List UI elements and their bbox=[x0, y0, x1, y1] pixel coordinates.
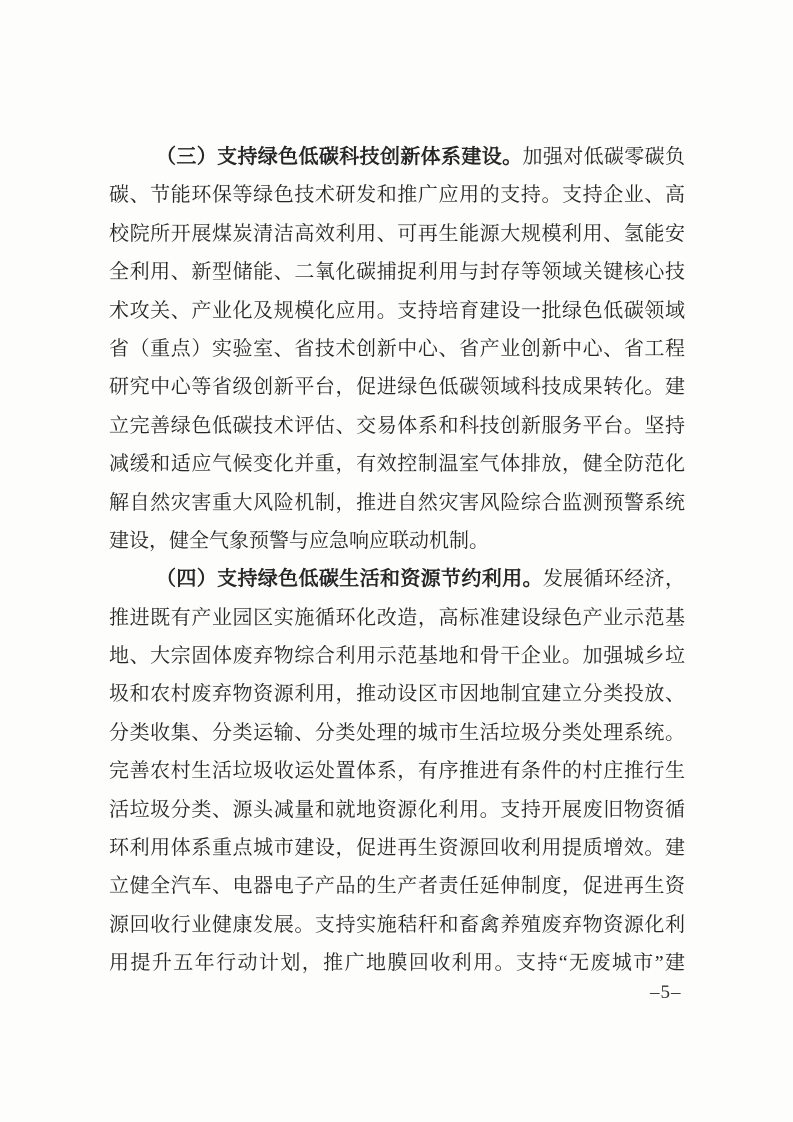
text-line bbox=[109, 675, 685, 713]
text-line bbox=[109, 368, 685, 406]
text-line bbox=[109, 560, 685, 598]
body-text: 立完善绿色低碳技术评估、交易体系和科技创新服务平台。坚持 bbox=[109, 414, 685, 437]
text-line bbox=[109, 215, 685, 253]
body-text: 立健全汽车、电器电子产品的生产者责任延伸制度，促进再生资 bbox=[109, 875, 685, 898]
body-text: 圾和农村废弃物资源利用，推动设区市因地制宜建立分类投放、 bbox=[109, 683, 685, 706]
body-text: 建设，健全气象预警与应急响应联动机制。 bbox=[109, 529, 489, 552]
text-line bbox=[109, 330, 685, 368]
paragraph-section-4 bbox=[109, 560, 685, 982]
text-line bbox=[109, 944, 685, 982]
body-text: 用提升五年行动计划，推广地膜回收利用。支持“无废城市”建 bbox=[109, 952, 685, 975]
paragraph-section-3 bbox=[109, 138, 685, 560]
text-line bbox=[109, 867, 685, 905]
text-line bbox=[109, 407, 685, 445]
section-heading-text: （三）支持绿色低碳科技创新体系建设。 bbox=[156, 146, 523, 168]
body-text: 活垃圾分类、源头减量和就地资源化利用。支持开展废旧物资循 bbox=[109, 798, 685, 821]
body-text: 减缓和适应气候变化并重，有效控制温室气体排放，健全防范化 bbox=[109, 453, 685, 476]
text-line bbox=[109, 176, 685, 214]
document-body bbox=[109, 138, 685, 983]
body-text: 研究中心等省级创新平台，促进绿色低碳领域科技成果转化。建 bbox=[109, 376, 685, 399]
body-text: 发展循环经济， bbox=[542, 568, 685, 591]
text-line bbox=[109, 292, 685, 330]
body-text: 碳、节能环保等绿色技术研发和推广应用的支持。支持企业、高 bbox=[109, 184, 685, 207]
text-line bbox=[109, 791, 685, 829]
text-line bbox=[109, 829, 685, 867]
section-heading-text: （四）支持绿色低碳生活和资源节约利用。 bbox=[156, 568, 543, 591]
text-line bbox=[109, 138, 685, 176]
body-text: 地、大宗固体废弃物综合利用示范基地和骨干企业。加强城乡垃 bbox=[109, 645, 685, 668]
body-text: 全利用、新型储能、二氧化碳捕捉利用与封存等领域关键核心技 bbox=[109, 261, 685, 284]
text-line bbox=[109, 522, 685, 560]
text-line bbox=[109, 906, 685, 944]
text-line bbox=[109, 484, 685, 522]
body-text: 加强对低碳零碳负 bbox=[522, 146, 685, 168]
text-line bbox=[109, 445, 685, 483]
text-line bbox=[109, 599, 685, 637]
body-text: 分类收集、分类运输、分类处理的城市生活垃圾分类处理系统。 bbox=[109, 721, 685, 744]
body-text: 术攻关、产业化及规模化应用。支持培育建设一批绿色低碳领域 bbox=[109, 299, 685, 322]
body-text: 省（重点）实验室、省技术创新中心、省产业创新中心、省工程 bbox=[109, 337, 685, 360]
page-number: –5– bbox=[650, 982, 682, 1003]
text-line bbox=[109, 637, 685, 675]
body-text: 解自然灾害重大风险机制，推进自然灾害风险综合监测预警系统 bbox=[109, 491, 685, 514]
text-line bbox=[109, 253, 685, 291]
text-line bbox=[109, 752, 685, 790]
text-line bbox=[109, 714, 685, 752]
body-text: 环利用体系重点城市建设，促进再生资源回收利用提质增效。建 bbox=[109, 837, 685, 860]
body-text: 源回收行业健康发展。支持实施秸秆和畜禽养殖废弃物资源化利 bbox=[109, 913, 685, 936]
body-text: 完善农村生活垃圾收运处置体系，有序推进有条件的村庄推行生 bbox=[109, 760, 685, 783]
body-text: 推进既有产业园区实施循环化改造，高标准建设绿色产业示范基 bbox=[109, 606, 685, 629]
body-text: 校院所开展煤炭清洁高效利用、可再生能源大规模利用、氢能安 bbox=[109, 222, 685, 245]
